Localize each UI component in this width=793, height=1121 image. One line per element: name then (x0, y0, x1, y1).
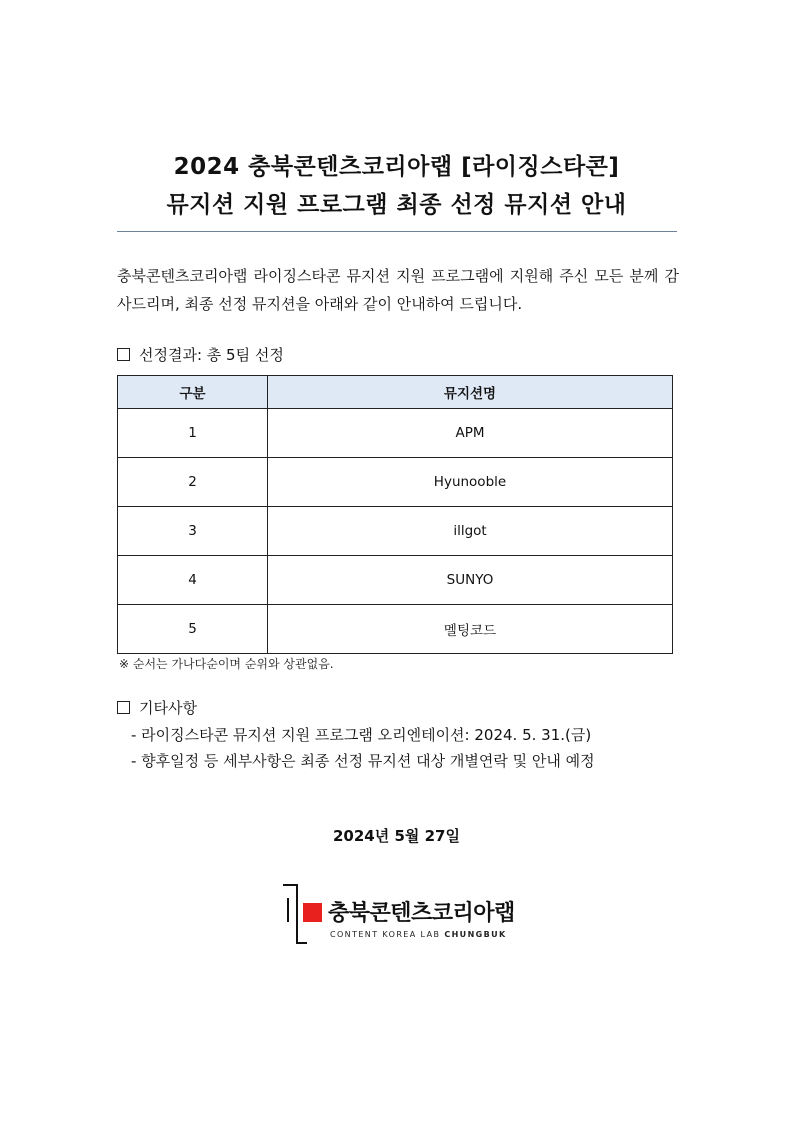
logo-red-square-icon (303, 903, 322, 922)
section-other-heading (117, 697, 197, 718)
document-date: 2024년 5월 27일 (333, 827, 460, 845)
musician-name-cell: 멜팅코드 (268, 605, 673, 654)
list-item: - 라이징스타콘 뮤지션 지원 프로그램 오리엔테이션: 2024. 5. 31.(금) (131, 726, 592, 744)
row-number-cell: 5 (118, 605, 268, 654)
column-header-musician: 뮤지션명 (268, 376, 673, 409)
section-other-text: 기타사항 (139, 699, 197, 717)
organization-logo (283, 884, 523, 946)
checkbox-square-icon (117, 348, 130, 361)
document-title-line1: 2024 충북콘텐츠코리아랩 [라이징스타콘] (173, 154, 620, 180)
title-divider (117, 231, 677, 232)
logo-bracket-line (287, 898, 289, 922)
table-row (118, 458, 673, 507)
logo-bracket-line (296, 942, 307, 944)
row-number-cell: 3 (118, 507, 268, 556)
document-title-line2: 뮤지션 지원 프로그램 최종 선정 뮤지션 안내 (166, 192, 627, 218)
column-header-number: 구분 (118, 376, 268, 409)
row-number-cell: 1 (118, 409, 268, 458)
other-items-list (131, 722, 595, 774)
list-item: - 향후일정 등 세부사항은 최종 선정 뮤지션 대상 개별연락 및 안내 예정 (131, 752, 595, 770)
section-results-text: 선정결과: 총 5팀 선정 (139, 346, 284, 364)
section-results-heading (117, 344, 284, 365)
musician-name-cell: Hyunooble (268, 458, 673, 507)
row-number-cell: 2 (118, 458, 268, 507)
checkbox-square-icon (117, 701, 130, 714)
table-row (118, 556, 673, 605)
logo-english-region: CHUNGBUK (444, 930, 507, 939)
logo-bracket-line (283, 884, 297, 886)
table-row (118, 605, 673, 654)
row-number-cell: 4 (118, 556, 268, 605)
musician-name-cell: APM (268, 409, 673, 458)
logo-bracket-line (296, 884, 298, 944)
logo-korean-text: 충북콘텐츠코리아랩 (328, 901, 515, 926)
intro-paragraph: 충북콘텐츠코리아랩 라이징스타콘 뮤지션 지원 프로그램에 지원해 주신 모든 분께 감사드리며, 최종 선정 뮤지션을 아래와 같이 안내하여 드립니다. (117, 267, 679, 313)
table-header-row (118, 376, 673, 409)
ordering-note: ※ 순서는 가나다순이며 순위와 상관없음. (119, 657, 334, 671)
table-row (118, 409, 673, 458)
musician-name-cell: illgot (268, 507, 673, 556)
logo-english-text (330, 930, 507, 939)
results-table (117, 375, 673, 654)
musician-name-cell: SUNYO (268, 556, 673, 605)
table-row (118, 507, 673, 556)
logo-english-main: CONTENT KOREA LAB (330, 930, 441, 939)
